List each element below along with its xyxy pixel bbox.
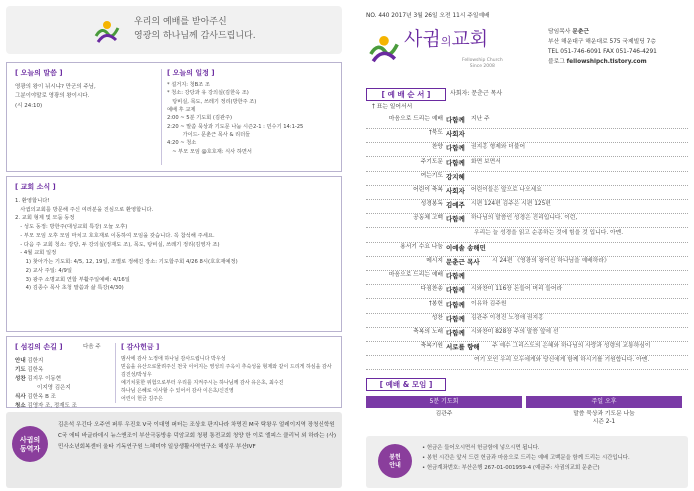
service-row-label: 다짐찬송 — [420, 286, 443, 293]
service-row — [366, 201, 688, 214]
news-line: - 4월 교회 일정 — [15, 250, 57, 257]
service-row-desc: 지난 주 — [471, 116, 490, 122]
schedule-line: * 설거지: 청B조 조 — [167, 82, 210, 88]
service-row — [366, 286, 688, 299]
notice-line: • 봉헌 시간은 앞서 드린 헌금과 마음으로 드리는 예배 고백문을 함께 드리는 시간입니다. — [422, 455, 630, 461]
hands-sub: 다음 주 — [83, 344, 101, 350]
service-row — [366, 159, 688, 172]
service-row-desc: 시와찬미 116장 돈들어 머리 들어라 — [471, 286, 563, 293]
service-row-desc: 시와찬미 828장 주의 말씀 앞에 선 — [471, 329, 559, 335]
service-row — [366, 130, 688, 143]
service-row-desc: 이유하 김주원 — [471, 300, 507, 307]
offering-line: 김진성/박성우 — [121, 372, 152, 378]
service-row-desc: 시편 124편 김주은 시편 125편 — [471, 201, 551, 208]
verse-line: (시 24:10) — [15, 102, 43, 109]
service-row-label: 성경봉독 — [420, 201, 443, 208]
verse-text — [15, 83, 96, 111]
service-row-leader: 문춘근 목사 — [446, 258, 480, 266]
schedule-line: 2:20 ~ 말씀 묵상과 기도문 나눔 시즌2-1 : 민수기 14:1-25 — [167, 123, 304, 130]
welcome-line-1: 우리의 예배를 받아주신 — [134, 17, 227, 27]
address: 부산 해운대구 해운대로 575 국제빌딩 7층 — [548, 38, 656, 45]
news-line: 사귐의교회를 방문해 주신 여러분을 진심으로 환영합니다. — [15, 206, 154, 213]
hands-item: 이지영 김은지 — [37, 385, 71, 392]
events-cell: 김관주 — [435, 411, 453, 417]
service-row-leader: 다함께 — [446, 215, 465, 224]
news-line: 3) 광주 소명교회 연합 부활주일예배: 4/16일 — [15, 276, 130, 283]
service-row-label: 메시지 — [426, 258, 443, 264]
service-row-leader: 사회자 — [446, 187, 465, 195]
notice-line: • 헌금계좌번호: 부산은행 267-01-001959-4 (예금주: 사귐의교회 문춘근) — [422, 465, 600, 471]
service-row — [366, 116, 688, 129]
left-page — [6, 6, 342, 488]
news-title: [ 교회 소식 ] — [15, 183, 56, 191]
schedule-text — [167, 81, 303, 156]
service-row-label: 축복기원 — [420, 343, 443, 350]
news-line: 4) 김종수 목사 초청 말씀과 삶 특강(4/30) — [15, 285, 124, 292]
brand-part: 의 — [440, 35, 452, 48]
offering-text — [121, 355, 339, 403]
service-row-label: 공동체 고백 — [413, 215, 443, 222]
service-row-desc: 여기 모인 우리 모두에게와 당신에게 함께 하시기를 기원합니다. 아멘. — [474, 357, 650, 364]
offering-line: 어린이 헌금 김주은 — [121, 396, 163, 402]
hands-box — [6, 336, 342, 408]
service-row — [366, 329, 688, 342]
church-info — [548, 28, 657, 67]
hands-title: [ 섬김의 손길 ] — [15, 343, 63, 351]
service-row-label: †묵도 — [428, 130, 443, 137]
offering-line: 믿음을 유산으로물려주신 천국 이어지는 영성의 주옥이 추숙성을 형제와 같이 드리게 하심을 감사 — [121, 364, 332, 370]
news-line: - 성도 동정: 방한주(대성교회 특강) 오늘 오후) — [15, 224, 128, 231]
schedule-line: 4:20 ~ 청소 — [167, 140, 197, 147]
service-row-desc: 시 24편 《영광의 왕이신 하나님을 예배하라》 — [492, 258, 610, 264]
verse-title: [ 오늘의 말씀 ] — [15, 69, 63, 77]
issue-line: NO. 440 2017년 3월 26일 오전 11시 주일예배 — [366, 13, 490, 19]
masthead — [352, 6, 688, 86]
schedule-line: 가이드- 문춘근 목사 & 리더들 — [167, 131, 251, 138]
service-row-desc: 우리는 늘 성경을 읽고 순종하는 것에 힘을 것 입니다. 아멘. — [474, 229, 624, 236]
tel: TEL 051-746-6091 FAX 051-746-4291 — [548, 48, 657, 55]
service-row-label: 축복의 노래 — [413, 329, 443, 335]
news-text — [15, 197, 238, 293]
divider — [161, 69, 162, 165]
church-logo-icon — [92, 16, 122, 46]
news-line: - 다음 주 교회 청소: 강당, 두 강의실(정재도 조), 목도, 탕비실, 쓰레기 정리(김영자 조) — [15, 241, 220, 248]
offerers-box — [6, 412, 342, 488]
service-row — [366, 144, 688, 157]
right-page — [352, 6, 688, 488]
service-row-leader: 다함께 — [446, 314, 465, 323]
notice-badge: 봉헌 안내 — [378, 444, 412, 478]
brand-part: 교회 — [451, 28, 489, 50]
hands-list — [15, 357, 77, 411]
service-row-leader: 다함께 — [446, 144, 465, 153]
news-line: 1) 찾아가는 기도회: 4/5, 12, 19일, 조별로 정해진 장소: 기도합주회 4/26 8시(호호재예정) — [15, 259, 238, 266]
offering-notice — [366, 436, 688, 488]
schedule-line: 탕비실, 목도, 쓰레기 정리(방한주 조) — [167, 98, 257, 105]
hands-item: 청소 김영자 조, 정재도 조 — [15, 403, 77, 410]
service-row-label: 여는기도 — [420, 172, 443, 179]
service-row-leader: 다함께 — [446, 329, 465, 337]
service-row — [366, 187, 688, 200]
service-row-label: 어린이 축복 — [413, 187, 443, 193]
service-title: [ 예 배 순 서 ] — [366, 88, 446, 101]
service-row-leader: 서로를 향해 — [446, 343, 480, 352]
news-line: 2. 교회 형제 및 모둠 동정 — [15, 215, 75, 222]
events-col-header: 5분 기도회 — [366, 396, 522, 408]
offering-line: 예기치못한 위험으로부터 우리를 지켜주시는 하나님께 감사 유은초, 최수진 — [121, 380, 284, 386]
service-row-desc: 어린이들은 앞으로 나오세요 — [471, 187, 542, 193]
service-row — [366, 357, 688, 370]
offering-line: 범사에 감사 노정애 하나님 감사드립니다 박우성 — [121, 356, 226, 362]
schedule-line: * 청소: 강당과 유 강의실(김한옥 조) — [167, 90, 249, 97]
service-row — [366, 315, 688, 328]
notice-lines — [422, 443, 630, 473]
service-row-leader: 사회자 — [446, 130, 465, 139]
verse-schedule-box — [6, 62, 342, 172]
hands-item: 성찬 김지우 이동현 — [15, 376, 62, 383]
verse-line: 영광의 왕이 뉘시냐? 만군의 주님, — [15, 84, 96, 90]
notice-line: • 헌금은 들어오시면서 헌금함에 넣으시면 됩니다. — [422, 445, 540, 451]
service-row-leader: 이예솔 송해민 — [446, 243, 486, 252]
service-row-desc: 권지홍 형제와 더불어 — [471, 144, 526, 151]
blog-line: 블로그 fellowshipch.tistory.com — [548, 58, 647, 65]
welcome-banner — [6, 6, 342, 54]
service-row-label: 주기도문 — [420, 158, 443, 165]
news-line: 1. 환영합니다! — [15, 198, 50, 204]
service-row — [366, 272, 688, 285]
church-name — [404, 28, 488, 52]
hands-item: 기도 김한옥 — [15, 367, 44, 374]
offerers-list: 김은석 우긴다 오주연 퍼루 우진호 V국 이대영 퍼터는 조상호 판지나라 차명진 M국 탁왕우 얼레이지역 장청신학원 C국 에티 바글라데시 뉴스앤조이 부산극동방송 덕암교회 청평 통전교회 청양 한 이로 엘피스 클리닉 외 하라는 (사)민사소년회복센터 울타 기독연구원 느헤미야 일상생활사역연구소 해성우 부산IVF — [58, 422, 337, 450]
welcome-text — [134, 16, 256, 43]
welcome-line-2: 영광의 하나님께 감사드립니다. — [134, 30, 256, 41]
service-row-label: 용서기 수요 나눔 — [400, 243, 443, 250]
news-box — [6, 176, 342, 332]
news-line: - 부모 모임 오후 모임 마치고 호호재로 이동하여 모임을 갖습니다. 꼭 참석해 주세요. — [15, 232, 215, 239]
offering-title: [ 감사헌금 ] — [121, 343, 160, 351]
service-row-leader: 김예주 — [446, 201, 465, 210]
brand-part: 사귐 — [404, 28, 441, 50]
service-row-leader: 다함께 — [446, 116, 465, 124]
schedule-line: ~ 부모 모임 @호호재: 식사 하면서 — [167, 148, 252, 155]
church-logo-icon — [366, 30, 402, 66]
service-row-label: 성찬 — [431, 314, 443, 321]
service-row-leader: 다함께 — [446, 158, 465, 167]
service-row — [366, 230, 688, 243]
presider: 사회자: 문춘근 목사 — [450, 90, 503, 97]
offerers-badge: 사귐의 동역자 — [12, 426, 48, 462]
service-row-label: 찬양 — [431, 144, 443, 151]
verse-line: 그분이야말로 영광의 왕이시다. — [15, 93, 90, 100]
divider — [115, 343, 116, 403]
service-row — [366, 301, 688, 314]
service-row — [366, 258, 688, 271]
service-row-label: †봉헌 — [428, 300, 443, 307]
service-row — [366, 215, 688, 228]
service-row-label: 마음으로 드리는 예배 — [388, 272, 443, 279]
service-row-leader: 강지혜 — [446, 172, 465, 181]
events-cell: 말씀 묵상과 기도문 나눔 시즌 2-1 — [573, 411, 635, 426]
hands-item: 안내 김한지 — [15, 358, 44, 364]
stand-note: † 표는 일어서서 — [372, 104, 413, 110]
service-row-leader: 다함께 — [446, 300, 465, 309]
service-row — [366, 343, 688, 356]
hands-item: 식사 김한옥 B 조 — [15, 394, 56, 401]
church-subtitle: Fellowship Church Since 2008 — [462, 58, 503, 69]
service-row-desc: 하나님의 말씀인 성경은 진리입니다. 이런, — [471, 215, 578, 222]
schedule-line: 2:00 ~ 5분 기도회 (김관주) — [167, 115, 233, 122]
news-line: 2) 교사 주일: 4/9일 — [15, 267, 72, 274]
events-title: [ 예배 & 모임 ] — [366, 378, 446, 391]
service-row-desc: 화면 보면서 — [471, 158, 501, 165]
events-col-header: 주일 오후 — [526, 396, 682, 408]
pastor-line: 담임목사 문춘근 — [548, 29, 590, 35]
service-row-label: 마음으로 드리는 예배 — [388, 116, 443, 122]
offering-line: 하나님 은혜로 이사할 수 있어서 감사 이은초/신진영 — [121, 388, 234, 394]
service-row-desc: 김관주 이경진 노정애 권지홍 — [471, 314, 544, 321]
schedule-line: 예배 후 교제 — [167, 106, 196, 113]
schedule-title: [ 오늘의 일정 ] — [167, 69, 215, 77]
service-row-desc: 주 예수 그리스도의 은혜와 하나님의 사랑과 성령의 교통하심이 — [492, 343, 651, 350]
service-row-leader: 다함께 — [446, 272, 465, 281]
service-row — [366, 173, 688, 186]
service-row-leader: 다함께 — [446, 286, 465, 295]
service-row — [366, 244, 688, 257]
